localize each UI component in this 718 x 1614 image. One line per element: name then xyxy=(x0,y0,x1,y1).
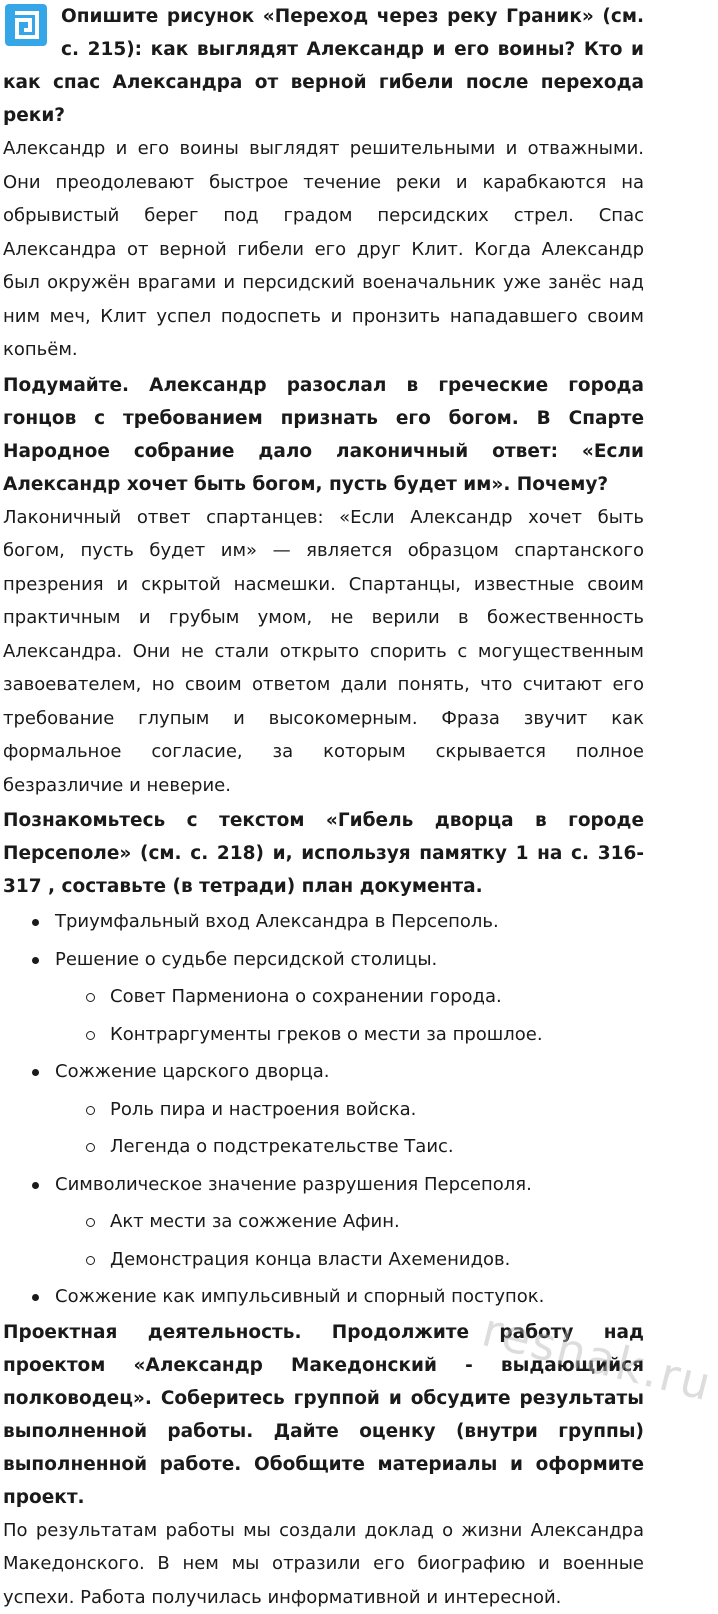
plan-subitem: Контраргументы греков о мести за прошлое. xyxy=(3,1016,644,1054)
document-plan xyxy=(3,903,644,1316)
question-4: Проектная деятельность. Продолжите работу над проектом «Александр Македонский - выдающийся полководец». Соберитесь группой и обсудите результаты выполненной работы. Дайте оценку (внутри группы) выполненной работе. Обобщите материалы и оформите проект. xyxy=(3,1316,644,1514)
plan-subitem: Демонстрация конца власти Ахеменидов. xyxy=(3,1241,644,1279)
answer-1: Александр и его воины выглядят решительными и отважными. Они преодолевают быстрое течение реки и карабкаются на обрывистый берег под градом персидских стрел. Спас Александра от верной гибели его друг Клит. Когда Александр был окружён врагами и персидский военачальник уже занёс над ним меч, Клит успел подоспеть и пронзить нападавшего своим копьём. xyxy=(3,132,644,367)
plan-subitem: Совет Пармениона о сохранении города. xyxy=(3,978,644,1016)
reshak-logo-icon xyxy=(5,4,47,46)
plan-subitem: Легенда о подстрекательстве Таис. xyxy=(3,1128,644,1166)
plan-item: Сожжение как импульсивный и спорный поступок. xyxy=(3,1278,644,1316)
plan-item: Символическое значение разрушения Персеполя. xyxy=(3,1166,644,1204)
question-2: Подумайте. Александр разослал в греческие города гонцов с требованием признать его богом. В Спарте Народное собрание дало лаконичный ответ: «Если Александр хочет быть богом, пусть будет им». Почему? xyxy=(3,369,644,501)
plan-item: Решение о судьбе персидской столицы. xyxy=(3,941,644,979)
plan-subitem: Роль пира и настроения войска. xyxy=(3,1091,644,1129)
question-1: Опишите рисунок «Переход через реку Граник» (см. с. 215): как выглядят Александр и его воины? Кто и как спас Александра от верной гибели после перехода реки? xyxy=(3,0,644,132)
plan-subitem: Акт мести за сожжение Афин. xyxy=(3,1203,644,1241)
answer-4: По результатам работы мы создали доклад о жизни Александра Македонского. В нем мы отразили его биографию и военные успехи. Работа получилась информативной и интересной. xyxy=(3,1514,644,1614)
question-3: Познакомьтесь с текстом «Гибель дворца в городе Персеполе» (см. с. 218) и, используя памятку 1 на с. 316-317 , составьте (в тетради) план документа. xyxy=(3,804,644,903)
plan-item: Триумфальный вход Александра в Персеполь. xyxy=(3,903,644,941)
plan-item: Сожжение царского дворца. xyxy=(3,1053,644,1091)
watermark-text: reshak.ru xyxy=(477,1302,718,1411)
answer-2: Лаконичный ответ спартанцев: «Если Александр хочет быть богом, пусть будет им» — является образцом спартанского презрения и скрытой насмешки. Спартанцы, известные своим практичным и грубым умом, не верили в божественность Александра. Они не стали открыто спорить с могущественным завоевателем, но своим ответом дали понять, что считают его требование глупым и высокомерным. Фраза звучит как формальное согласие, за которым скрывается полное безразличие и неверие. xyxy=(3,501,644,803)
